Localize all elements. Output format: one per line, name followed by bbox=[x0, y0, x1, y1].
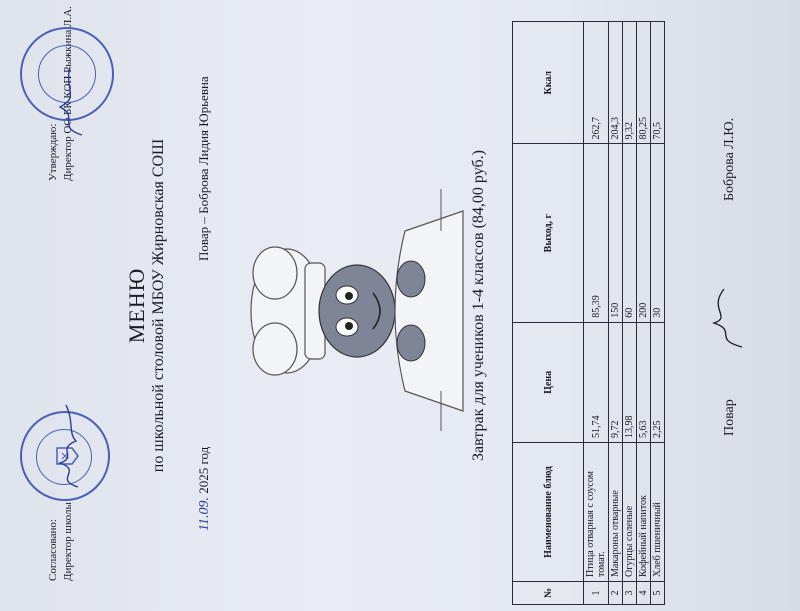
dish-price: 9,72 bbox=[609, 322, 623, 442]
dish-name: Макароны отварные bbox=[609, 443, 623, 582]
col-number: № bbox=[513, 582, 584, 605]
director-signature-icon bbox=[48, 401, 88, 491]
row-number: 5 bbox=[651, 582, 665, 605]
dish-weight: 150 bbox=[609, 144, 623, 322]
dish-kcal: 80,25 bbox=[637, 22, 651, 144]
footer-cook-name: Боброва Л.Ю. bbox=[722, 117, 737, 201]
row-number: 3 bbox=[623, 582, 637, 605]
meal-title: Завтрак для учеников 1-4 классов (84,00 руб.) bbox=[470, 150, 487, 461]
table-row bbox=[637, 22, 651, 605]
page-subtitle: по школьной столовой МБОУ Жирновская СОШ bbox=[150, 138, 167, 473]
approve-label: Утверждаю: bbox=[47, 123, 59, 181]
col-weight: Выход, г bbox=[513, 144, 584, 322]
page-title: МЕНЮ bbox=[124, 267, 149, 344]
approver-label: Директор ОО БК КОП Рыжкина Л.А. bbox=[62, 6, 74, 181]
date-suffix: 2025 год bbox=[196, 446, 211, 494]
dish-price: 51,74 bbox=[584, 322, 609, 442]
row-number: 2 bbox=[609, 582, 623, 605]
cook-signature-icon bbox=[702, 283, 750, 353]
chef-illustration-icon bbox=[235, 171, 465, 451]
table-header-row bbox=[513, 22, 584, 605]
director-label: Директор школы bbox=[62, 502, 74, 581]
dish-name: Хлеб пшеничный bbox=[651, 443, 665, 582]
cook-line: Повар – Боброва Лидия Юрьевна bbox=[196, 76, 211, 261]
dish-kcal: 9,32 bbox=[623, 22, 637, 144]
dish-name: Кофейный напиток bbox=[637, 443, 651, 582]
dish-name: Птица отварная с соусом томат. bbox=[584, 443, 609, 582]
dish-kcal: 70,5 bbox=[651, 22, 665, 144]
dish-price: 2,25 bbox=[651, 322, 665, 442]
dish-weight: 85,39 bbox=[584, 144, 609, 322]
dish-weight: 30 bbox=[651, 144, 665, 322]
dish-kcal: 262,7 bbox=[584, 22, 609, 144]
dish-weight: 200 bbox=[637, 144, 651, 322]
menu-table bbox=[512, 21, 665, 605]
table-row bbox=[651, 22, 665, 605]
row-number: 1 bbox=[584, 582, 609, 605]
dish-price: 13,98 bbox=[623, 322, 637, 442]
col-dish: Наименование блюд bbox=[513, 443, 584, 582]
dish-name: Огурцы соленые bbox=[623, 443, 637, 582]
table-row bbox=[623, 22, 637, 605]
dish-weight: 60 bbox=[623, 144, 637, 322]
dish-price: 5,63 bbox=[637, 322, 651, 442]
handwritten-date: 11.09. bbox=[197, 497, 212, 531]
col-price: Цена bbox=[513, 322, 584, 442]
date-line bbox=[196, 447, 213, 531]
col-kcal: Ккал bbox=[513, 22, 584, 144]
table-row bbox=[584, 22, 609, 605]
row-number: 4 bbox=[637, 582, 651, 605]
approver-signature-icon bbox=[50, 61, 90, 141]
agreed-label: Согласовано: bbox=[47, 519, 59, 581]
dish-kcal: 204,3 bbox=[609, 22, 623, 144]
table-row bbox=[609, 22, 623, 605]
footer-cook-label: Повар bbox=[722, 399, 737, 436]
approval-left bbox=[46, 502, 76, 581]
